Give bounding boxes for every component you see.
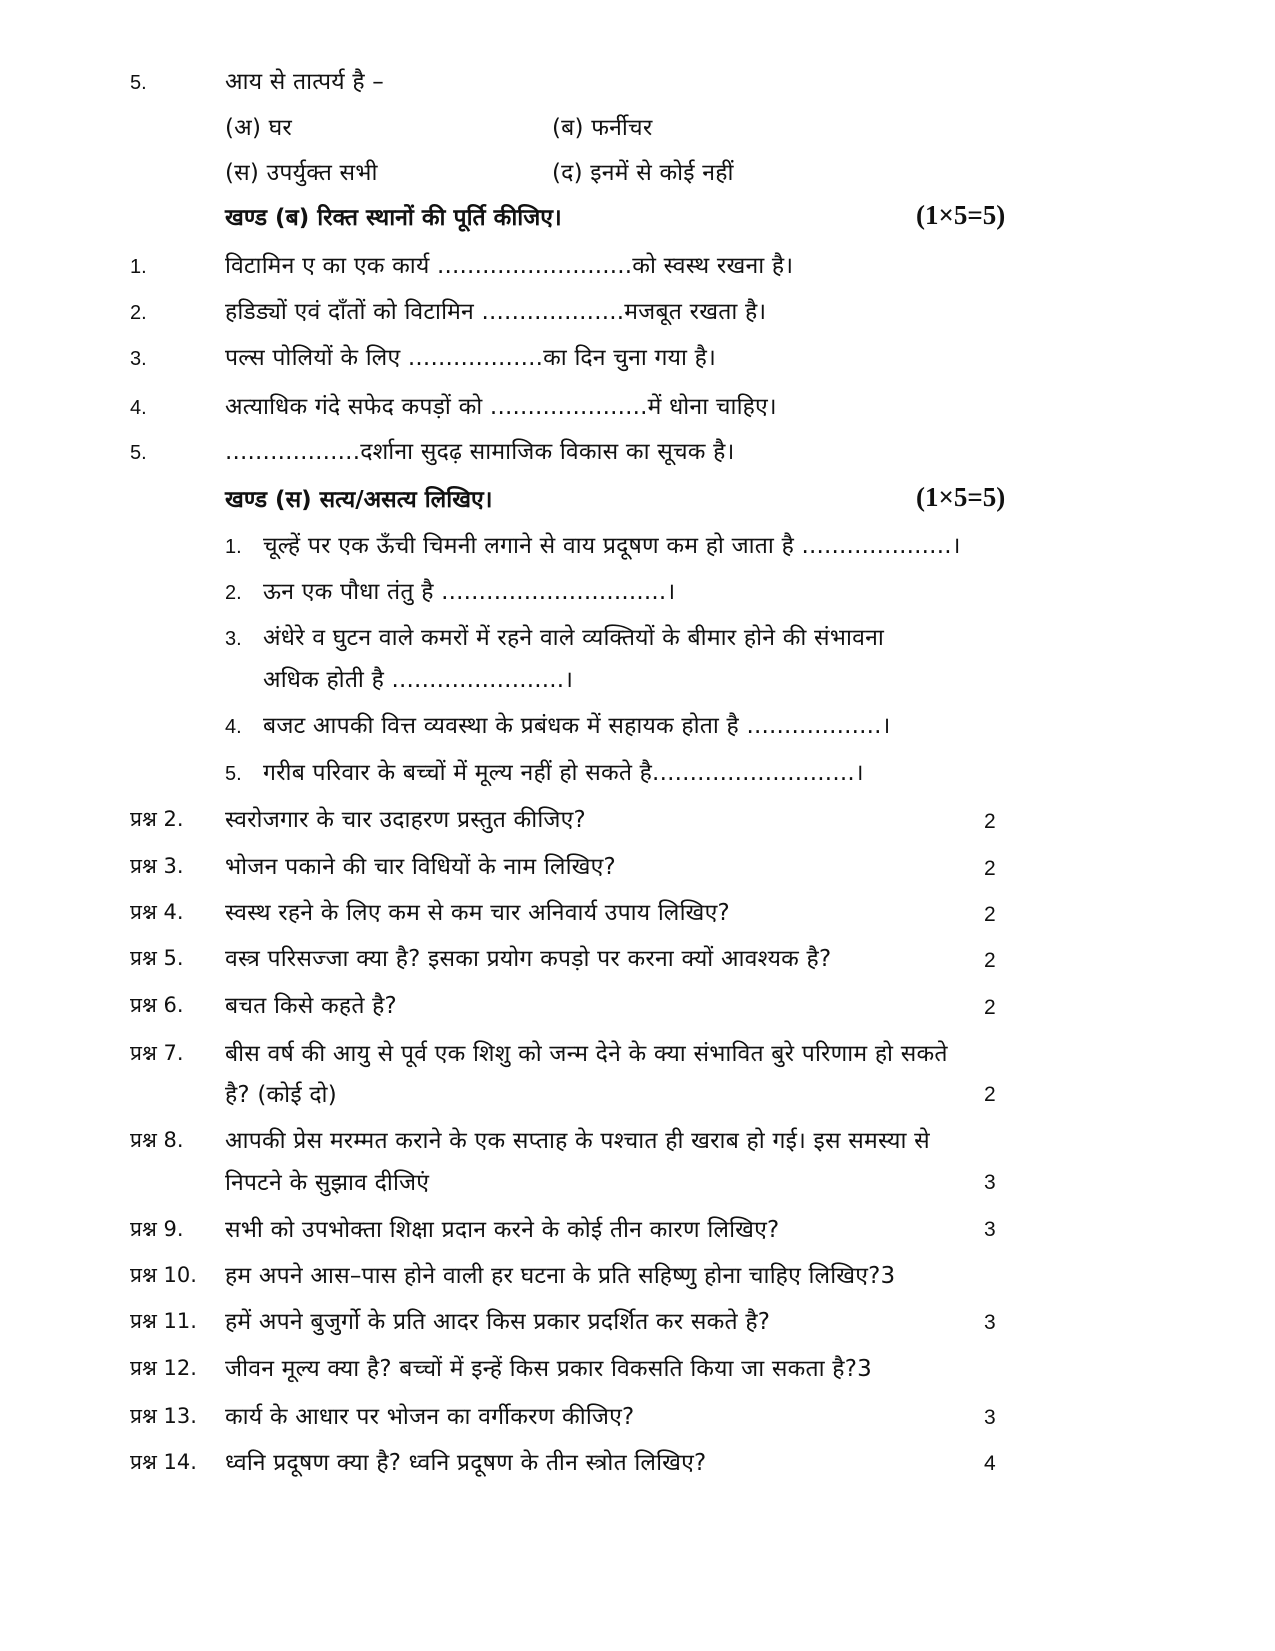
question-marks: 3 (984, 1218, 996, 1241)
section-b-marks: (1×5=5) (916, 200, 1006, 230)
fill-blank-number: 3. (130, 348, 147, 370)
true-false-item: बजट आपकी वित्त व्यवस्था के प्रबंधक में सहायक होता है ..................। (263, 713, 891, 739)
question-label: प्रश्न 6. (130, 993, 184, 1017)
question-label: प्रश्न 10. (130, 1263, 197, 1287)
fill-blank-item: हडिड्यों एवं दाँतों को विटामिन ...................मजबूत रखता है। (225, 299, 767, 325)
true-false-item: चूल्हें पर एक ऊँची चिमनी लगाने से वाय प्रदूषण कम हो जाता है ....................। (263, 533, 961, 559)
question-marks: 2 (984, 949, 996, 972)
section-b-heading: खण्ड (ब) रिक्त स्थानों की पूर्ति कीजिए। (225, 205, 562, 231)
question-label: प्रश्न 13. (130, 1404, 197, 1428)
fill-blank-item: विटामिन ए का एक कार्य ..........................को स्वस्थ रखना है। (225, 253, 794, 279)
fill-blank-number: 2. (130, 302, 147, 324)
question-marks: 2 (984, 903, 996, 926)
fill-blank-number: 4. (130, 397, 147, 419)
question-text: स्वस्थ रहने के लिए कम से कम चार अनिवार्य उपाय लिखिए? (225, 900, 730, 926)
question-label: प्रश्न 11. (130, 1309, 197, 1333)
question-marks: 2 (984, 810, 996, 833)
question-label: प्रश्न 5. (130, 946, 184, 970)
question-label: प्रश्न 9. (130, 1217, 184, 1241)
question-label: प्रश्न 4. (130, 900, 184, 924)
question-text: ध्वनि प्रदूषण क्या है? ध्वनि प्रदूषण के तीन स्त्रोत लिखिए? (225, 1450, 707, 1476)
true-false-item: अंधेरे व घुटन वाले कमरों में रहने वाले व्यक्तियों के बीमार होने की संभावना (263, 625, 885, 651)
fill-blank-item: पल्स पोलियों के लिए ..................का दिन चुना गया है। (225, 345, 717, 371)
fill-blank-item: अत्याधिक गंदे सफेद कपड़ों को .....................में धोना चाहिए। (225, 394, 777, 420)
true-false-number: 2. (225, 582, 242, 604)
question-label: प्रश्न 14. (130, 1450, 197, 1474)
question-label: प्रश्न 8. (130, 1128, 184, 1152)
true-false-number: 4. (225, 716, 242, 738)
true-false-item: ऊन एक पौधा तंतु है ..............................। (263, 579, 676, 605)
question-text: कार्य के आधार पर भोजन का वर्गीकरण कीजिए? (225, 1404, 635, 1430)
true-false-item-cont: अधिक होती है .......................। (263, 667, 574, 693)
question-text-cont: निपटने के सुझाव दीजिएं (225, 1170, 430, 1196)
true-false-item: गरीब परिवार के बच्चों में मूल्य नहीं हो सकते है...........................। (263, 760, 864, 786)
question-marks: 3 (984, 1311, 996, 1334)
question-label: प्रश्न 12. (130, 1356, 197, 1380)
fill-blank-number: 1. (130, 256, 147, 278)
question-text: वस्त्र परिसज्जा क्या है? इसका प्रयोग कपड़ो पर करना क्यों आवश्यक है? (225, 946, 832, 972)
mcq-option-c: (स) उपर्युक्त सभी (225, 160, 378, 186)
question-label: प्रश्न 7. (130, 1041, 184, 1065)
mcq-number: 5. (130, 72, 147, 94)
question-marks: 2 (984, 857, 996, 880)
question-marks: 2 (984, 996, 996, 1019)
fill-blank-item: ..................दर्शाना सुदढ़ सामाजिक विकास का सूचक है। (225, 439, 735, 465)
question-text-cont: है? (कोई दो) (225, 1082, 337, 1108)
mcq-option-b: (ब) फर्नीचर (552, 115, 653, 141)
true-false-number: 5. (225, 763, 242, 785)
question-marks: 4 (984, 1452, 996, 1475)
mcq-option-a: (अ) घर (225, 115, 293, 141)
question-text: हम अपने आस–पास होने वाली हर घटना के प्रति सहिष्णु होना चाहिए लिखिए?3 (225, 1263, 896, 1289)
question-label: प्रश्न 2. (130, 807, 184, 831)
section-c-heading: खण्ड (स) सत्य/असत्य लिखिए। (225, 487, 493, 513)
question-marks: 3 (984, 1171, 996, 1194)
question-text: बचत किसे कहते है? (225, 993, 397, 1019)
question-text: सभी को उपभोक्ता शिक्षा प्रदान करने के कोई तीन कारण लिखिए? (225, 1217, 780, 1243)
fill-blank-number: 5. (130, 442, 147, 464)
question-text: बीस वर्ष की आयु से पूर्व एक शिशु को जन्म देने के क्या संभावित बुरे परिणाम हो सकते (225, 1041, 948, 1067)
question-text: जीवन मूल्य क्या है? बच्चों में इन्हें किस प्रकार विकसति किया जा सकता है?3 (225, 1356, 872, 1382)
question-marks: 3 (984, 1406, 996, 1429)
question-text: स्वरोजगार के चार उदाहरण प्रस्तुत कीजिए? (225, 807, 586, 833)
question-text: भोजन पकाने की चार विधियों के नाम लिखिए? (225, 854, 616, 880)
mcq-option-d: (द) इनमें से कोई नहीं (552, 160, 734, 186)
section-c-marks: (1×5=5) (916, 482, 1006, 512)
mcq-question: आय से तात्पर्य है – (225, 69, 384, 95)
true-false-number: 3. (225, 628, 242, 650)
question-text: आपकी प्रेस मरम्मत कराने के एक सप्ताह के पश्चात ही खराब हो गई। इस समस्या से (225, 1128, 930, 1154)
question-text: हमें अपने बुजुर्गो के प्रति आदर किस प्रकार प्रदर्शित कर सकते है? (225, 1309, 771, 1335)
true-false-number: 1. (225, 536, 242, 558)
question-marks: 2 (984, 1083, 996, 1106)
question-label: प्रश्न 3. (130, 854, 184, 878)
